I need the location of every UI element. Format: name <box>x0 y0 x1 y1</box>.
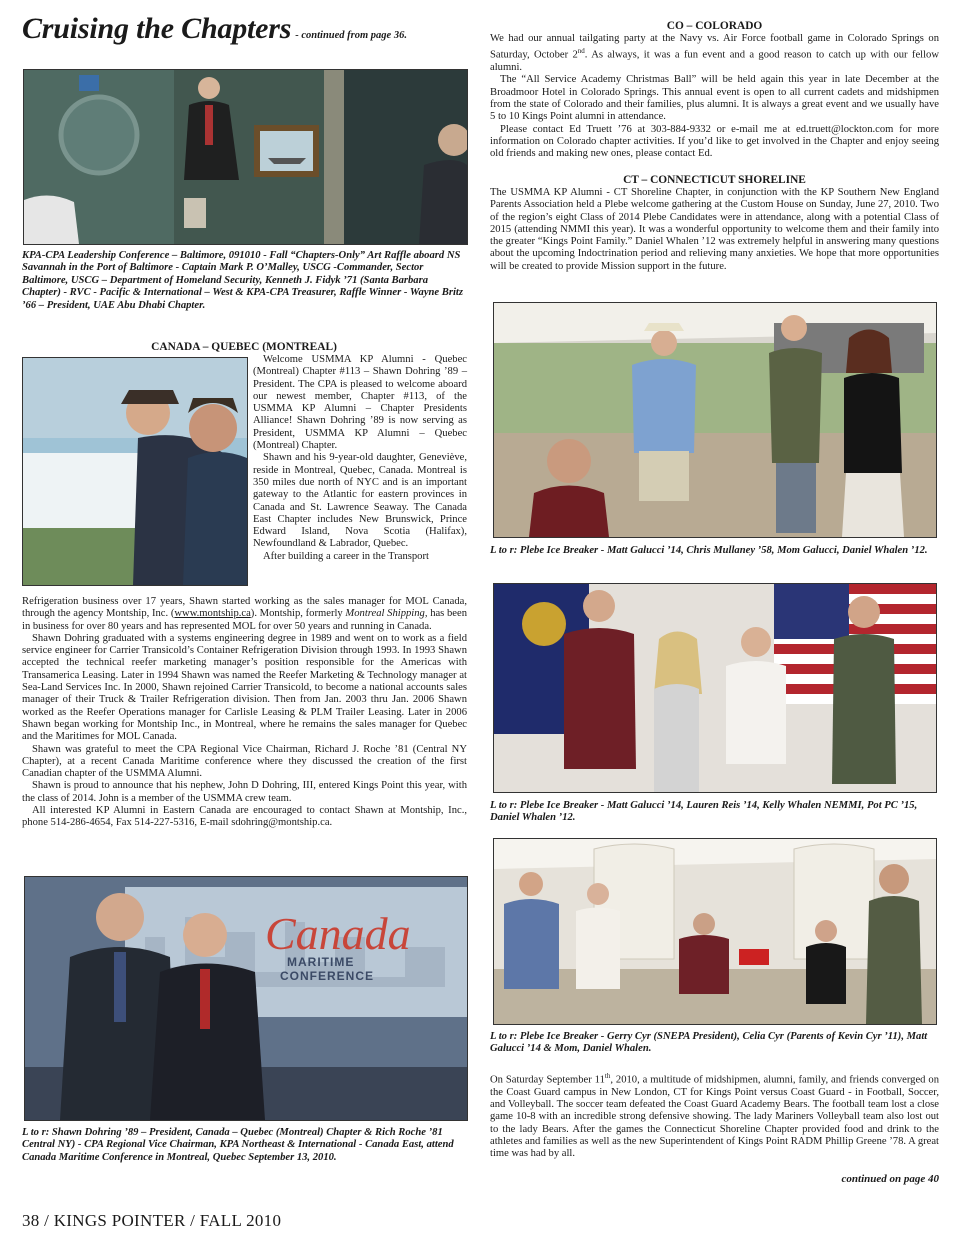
conference-sign-line2: CONFERENCE <box>280 969 375 983</box>
quebec-paragraph-4a: Refrigeration business over 17 years, Shawn started working as the sales manager for MOL Canada, through the agency Montship, Inc. ( <box>22 596 467 620</box>
coast-guard-paragraph-a: On Saturday September 11 <box>490 1074 605 1086</box>
quebec-paragraph-8: All interested KP Alumni in Eastern Canada are encouraged to contact Shawn at Montship, Inc., phone 514-286-4654, Fax 514-227-5316, E-mail sdohring@montship.ca. <box>22 805 467 829</box>
photo-plebe-ice-breaker-1-caption: L to r: Plebe Ice Breaker - Matt Galucci ’14, Chris Mullaney ’58, Mom Galucci, Daniel Whalen ’12. <box>490 545 928 556</box>
quebec-full-text <box>22 596 467 830</box>
quebec-paragraph-4b: ). Montship, formerly <box>250 608 346 620</box>
quebec-paragraph-6: Shawn was grateful to meet the CPA Regional Vice Chairman, Richard J. Roche ’81 (Central NY Chapter), at a recent Canada Maritime conference where they discussed the creation of the first Canadian chapter of the USMMA Alumni. <box>22 743 467 780</box>
section-heading-colorado: CO – COLORADO <box>666 20 763 32</box>
connecticut-paragraph-1: The USMMA KP Alumni - CT Shoreline Chapter, in conjunction with the KP Southern New England Parents Association held a Plebe welcome gathering at the Custom House on Sunday, June 27, 2010. Two of the region’s eight Class of 2014 Plebe Candidates were in attendance, along with a potential Class of 2015 (attending NMMI this year). It was a wonderful opportunity to welcome them and their family into the greater “Kings Point Family.” Daniel Whalen ’12 was extremely helpful in answering many questions about the upcoming Indoctrination period and relieving many anxieties. We hope that more opportunities will be created to provide Mission support in the future. <box>490 187 939 272</box>
colorado-paragraph-1-sup: nd <box>577 47 585 56</box>
photo-plebe-ice-breaker-1-image <box>494 303 936 537</box>
photo-plebe-ice-breaker-3-image <box>494 839 936 1024</box>
photo-maritime-conference <box>24 876 468 1121</box>
page-footer: 38 / KINGS POINTER / FALL 2010 <box>22 1211 282 1230</box>
coast-guard-paragraph-sup: th <box>604 1072 611 1080</box>
coast-guard-text <box>490 1070 939 1161</box>
conference-sign-line1: MARITIME <box>287 955 355 969</box>
conference-sign-title: Canada <box>265 908 411 959</box>
quebec-paragraph-7: Shawn is proud to announce that his nephew, John D Dohring, III, entered Kings Point this year, with the class of 2014. John is a member of the USMMA crew team. <box>22 780 467 804</box>
colorado-paragraph-1b: . As always, it was a fun event and a good reason to catch up with our fellow alumni. <box>490 49 939 74</box>
continued-on-note: continued on page 40 <box>841 1173 939 1185</box>
photo-raffle-presentation <box>23 69 468 245</box>
photo-raffle-presentation-image <box>24 70 467 244</box>
connecticut-text <box>490 187 939 273</box>
colorado-paragraph-1a: We had our annual tailgating party at the Navy vs. Air Force football game in Colorado Springs on Saturday, October 2 <box>490 33 939 61</box>
photo-maritime-conference-caption: L to r: Shawn Dohring ’89 – President, Canada – Quebec (Montreal) Chapter & Rich Roche ’81 Central NY) - CPA Regional Vice Chairman, KPA Northeast & International - Canada East, attend Canada Maritime Conference in Montreal, Quebec September 13, 2010. <box>22 1127 454 1163</box>
quebec-paragraph-5: Shawn Dohring graduated with a systems engineering degree in 1989 and went on to work as a field service engineer for Carrier Transicold’s Container Refrigeration Division through 1993. In 1993 Shawn accepted the technical reefer marketing manager’s position responsible for the Americas with Transamerica Leasing. Later in 1994 Shawn was named the Reefer Marketing & Technology manager at Sea-Land Services Inc. In 2000, Shawn rejoined Carrier Transicold, to become a national accounts sales manager of their Truck & Trailer Refrigeration division. Then from Jan. 2003 thru Jan. 2006 Shawn worked as the Reefer Operations manager for Carlisle Leasing & PLM Trailer Leasing. Later in 2006 Shawn began working for Montship Inc., in Montreal, where he remains the sales manager for Quebec and the Maritimes for MOL Canada. <box>22 632 467 743</box>
quebec-paragraph-4c: has been in business for over 80 years and has represented MOL for over 50 years and running in Canada. <box>22 608 468 632</box>
quebec-paragraph-2: Shawn and his 9-year-old daughter, Geneviève, reside in Montreal, Quebec, Canada. Montreal is 350 miles due north of NYC and is an important gateway to the Atlantic for eastern provinces in Canada and St. Lawrence Seaway. The Canada East Chapter includes New Brunswick, Prince Edward Island, Nova Scotia (Halifax), Newfoundland & Labrador, Quebec. <box>253 452 467 550</box>
photo-plebe-ice-breaker-1 <box>493 302 937 538</box>
continued-from-note: - continued from page 36. <box>295 30 407 41</box>
quebec-italic-name: Montreal Shipping, <box>345 608 428 620</box>
quebec-paragraph-3: After building a career in the Transport <box>263 550 429 562</box>
coast-guard-paragraph-b: , 2010, a multitude of midshipmen, alumni, family, and friends converged on the Coast Guard campus in New London, CT for Kings Point versus Coast Guard - in Football, Soccer, and Volleyball. The soccer team defeated the Coast Guard Academy Bears. The football team lost a close game 10-8 with an incredible strong defensive showing. The lady Mariners Volleyball team also lost out to the lady Bears. After the games the Connecticut Shoreline Chapter provided food and drink to the athletes and families as well as the new Superintendent of Kings Point RADM Phillip Greene ’78. A great time was had by all. <box>490 1074 939 1160</box>
photo-raffle-caption: KPA-CPA Leadership Conference – Baltimore, 091010 - Fall “Chapters-Only” Art Raffle aboard NS Savannah in the Port of Baltimore - Captain Mark P. O’Malley, USCG -Commander, Sector Baltimore, USCG – Department of Homeland Security, Kenneth J. Fidyk ’71 (Santa Barbara Chapter) - RVC - Pacific & International – West & KPA-CPA Treasurer, Raffle Winner - Wayne Britz ’66 – President, UAE Abu Dhabi Chapter. <box>22 250 463 311</box>
montship-link[interactable]: www.montship.ca <box>174 608 251 620</box>
colorado-text <box>490 33 939 161</box>
colorado-paragraph-1 <box>490 33 939 74</box>
section-heading-quebec: CANADA – QUEBEC (MONTREAL) <box>151 341 337 353</box>
photo-shawn-and-daughter <box>22 357 248 586</box>
page-title-block <box>22 12 472 46</box>
quebec-paragraph-4 <box>22 596 467 633</box>
photo-shawn-and-daughter-image <box>23 358 247 585</box>
photo-plebe-ice-breaker-2 <box>493 583 937 793</box>
photo-plebe-ice-breaker-3-caption: L to r: Plebe Ice Breaker - Gerry Cyr (SNEPA President), Celia Cyr (Parents of Kevin Cyr ’11), Matt Galucci ’14 & Mom, Daniel Whalen. <box>490 1031 928 1055</box>
photo-plebe-ice-breaker-2-image <box>494 584 936 792</box>
photo-plebe-ice-breaker-3 <box>493 838 937 1025</box>
page-title: Cruising the Chapters <box>22 12 292 45</box>
coast-guard-paragraph <box>490 1070 939 1161</box>
quebec-paragraph-1: Welcome USMMA KP Alumni - Quebec (Montreal) Chapter #113 – Shawn Dohring ’89 – President. The CPA is pleased to welcome aboard our newest member, Chapter #113, of the USMMA KP Alumni – Chapter Presidents Alliance! Shawn Dohring ’89 is now serving as President, USMMA KP Alumni – Quebec (Montreal) Chapter. <box>253 354 467 452</box>
photo-plebe-ice-breaker-2-caption: L to r: Plebe Ice Breaker - Matt Galucci ’14, Lauren Reis ’14, Kelly Whalen NEMMI, Pot PC ’15, Daniel Whalen ’12. <box>490 800 918 824</box>
colorado-paragraph-2: The “All Service Academy Christmas Ball” will be held again this year in late December at the Broadmoor Hotel in Colorado Springs. This annual event is open to all current cadets and midshipmen from the state of Colorado and their families, plus alumni. It is always a great event and we usually have 5 to 10 Kings Point alumni in attendance. <box>490 74 939 123</box>
colorado-paragraph-3: Please contact Ed Truett ’76 at 303-884-9332 or e-mail me at ed.truett@lockton.com for more information on Colorado chapter activities. If you’d like to get involved in the Chapter and enjoy seeing old friends and making new ones, please contact Ed. <box>490 123 939 160</box>
quebec-side-text <box>253 354 467 563</box>
section-heading-connecticut: CT – CONNECTICUT SHORELINE <box>623 174 806 186</box>
